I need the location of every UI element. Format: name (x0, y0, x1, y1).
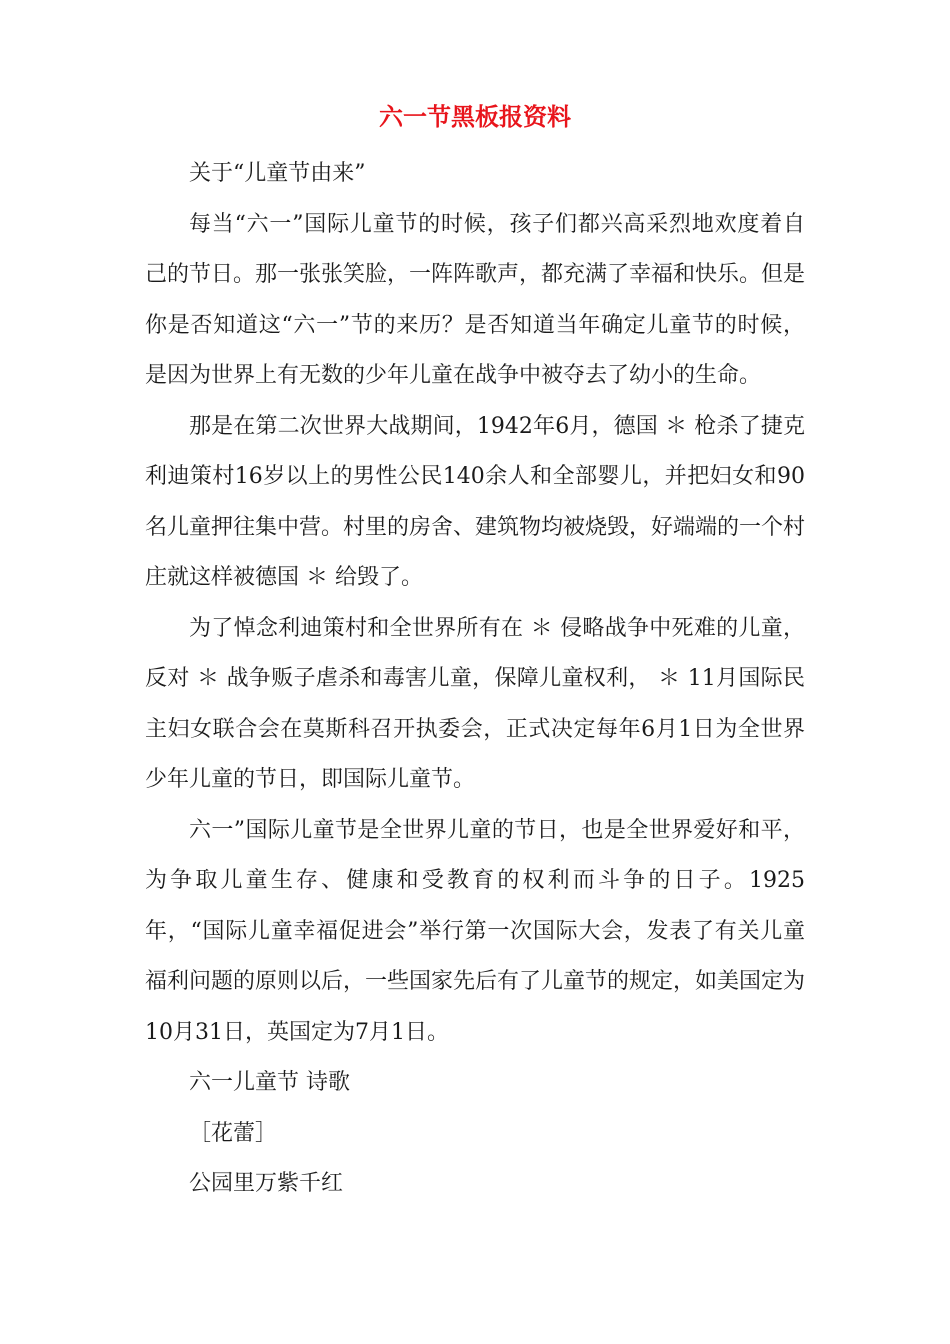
section-heading: 关于“儿童节由来” (189, 161, 366, 186)
document-title: 六一节黑板报资料 (379, 102, 571, 131)
section-heading: 六一儿童节 诗歌 (189, 1070, 350, 1095)
paragraph: 为了悼念利迪策村和全世界所有在 ＊ 侵略战争中死难的儿童，反对 ＊ 战争贩子虐杀和毒害儿童，保障儿童权利， ＊ 11月国际民主妇女联合会在莫斯科召开执委会，正式决定每年6月1日为全世界少年儿童的节日，即国际儿童节。 (145, 615, 805, 792)
paragraph: 六一”国际儿童节是全世界儿童的节日，也是全世界爱好和平，为争取儿童生存、健康和受教育的权利而斗争的日子。1925年，“国际儿童幸福促进会”举行第一次国际大会，发表了有关儿童福利问题的原则以后，一些国家先后有了儿童节的规定，如美国定为10月31日，英国定为7月1日。 (145, 817, 806, 1045)
paragraph: 每当“六一”国际儿童节的时候，孩子们都兴高采烈地欢度着自己的节日。那一张张笑脸，一阵阵歌声，都充满了幸福和快乐。但是你是否知道这“六一”节的来历？是否知道当年确定儿童节的时候，是因为世界上有无数的少年儿童在战争中被夺去了幼小的生命。 (145, 211, 806, 388)
poem-title: ［花蕾］ (189, 1120, 278, 1146)
poem-line: 公园里万紫千红 (189, 1171, 344, 1196)
paragraph: 那是在第二次世界大战期间，1942年6月，德国 ＊ 枪杀了捷克利迪策村16岁以上的男性公民140余人和全部婴儿，并把妇女和90名儿童押往集中营。村里的房舍、建筑物均被烧毁，好端端的一个村庄就这样被德国 ＊ 给毁了。 (145, 413, 806, 590)
document-body (145, 149, 805, 1210)
